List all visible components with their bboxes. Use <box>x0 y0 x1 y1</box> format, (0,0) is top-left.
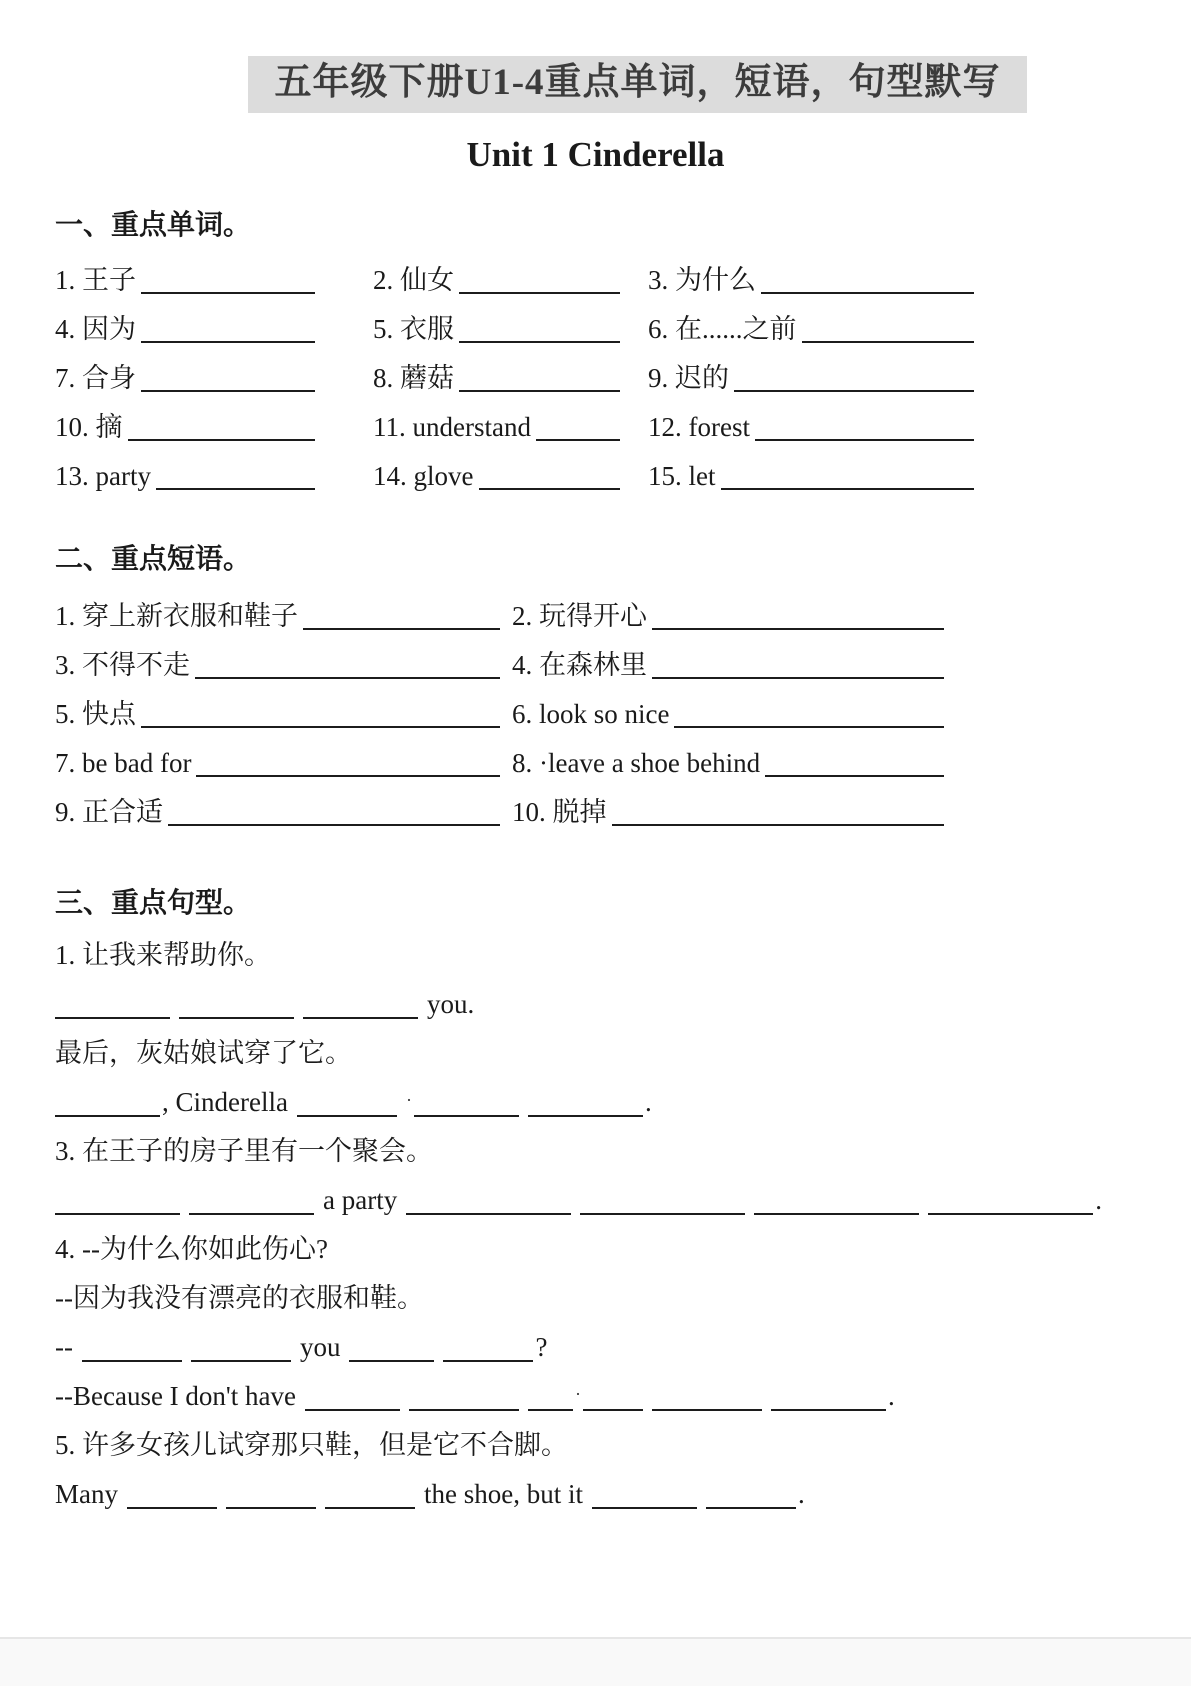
word-item <box>55 301 373 350</box>
sentence-3-answer-line <box>55 1173 1136 1222</box>
phrase-item <box>512 588 946 637</box>
answer-blank <box>141 726 500 728</box>
prompt-text: 4. --为什么你如此伤心? <box>55 1234 328 1265</box>
word-label: 5. 衣服 <box>373 313 454 344</box>
answer-blank <box>771 1409 886 1411</box>
prompt-text: 3. 在王子的房子里有一个聚会。 <box>55 1136 433 1167</box>
word-item <box>55 399 373 448</box>
stray-dot: · <box>575 1383 582 1404</box>
answer-blank <box>734 390 974 392</box>
punctuation: . <box>1095 1185 1102 1216</box>
sentence-5-answer-line <box>55 1467 1136 1516</box>
answer-blank <box>536 439 620 441</box>
unit-title: Unit 1 Cinderella <box>466 134 725 174</box>
answer-blank <box>706 1507 796 1509</box>
phrase-item <box>55 784 512 833</box>
phrase-label: 8. ·leave a shoe behind <box>512 747 761 778</box>
answer-blank <box>652 677 944 679</box>
answer-blank <box>349 1360 434 1362</box>
answer-blank <box>141 390 315 392</box>
punctuation: . <box>644 1087 652 1118</box>
answer-blank <box>303 628 500 630</box>
stray-dot: · <box>405 1089 412 1110</box>
sentences-list <box>55 928 1136 1516</box>
word-label: 6. 在......之前 <box>648 313 797 344</box>
word-label: 7. 合身 <box>55 362 136 393</box>
phrase-label: 6. look so nice <box>512 698 670 729</box>
answer-blank <box>459 292 620 294</box>
phrase-label: 9. 正合适 <box>55 796 163 827</box>
sentence-4-answer-line <box>55 1320 1136 1369</box>
answer-blank <box>459 341 620 343</box>
sentence-4-prompt-2 <box>55 1271 1136 1320</box>
phrase-label: 7. be bad for <box>55 747 192 778</box>
word-label: 4. 因为 <box>55 313 136 344</box>
phrase-label: 1. 穿上新衣服和鞋子 <box>55 600 298 631</box>
answer-blank <box>721 488 975 490</box>
answer-blank <box>479 488 621 490</box>
sentence-5-prompt <box>55 1418 1136 1467</box>
words-grid <box>55 252 1136 497</box>
phrase-item <box>55 735 512 784</box>
word-item <box>373 301 648 350</box>
word-item <box>373 448 648 497</box>
word-item <box>373 252 648 301</box>
answer-text: you. <box>427 989 475 1020</box>
answer-blank <box>414 1115 519 1117</box>
phrase-item <box>512 637 946 686</box>
section-sentences-heading: 三、重点句型。 <box>55 888 252 920</box>
answer-blank <box>191 1360 291 1362</box>
answer-blank <box>652 628 944 630</box>
sentence-1-prompt <box>55 928 1136 977</box>
phrase-label: 3. 不得不走 <box>55 649 190 680</box>
answer-blank <box>179 1017 294 1019</box>
word-item <box>648 350 976 399</box>
answer-blank <box>305 1409 400 1411</box>
answer-blank <box>82 1360 182 1362</box>
answer-blank <box>195 677 500 679</box>
word-item <box>648 252 976 301</box>
answer-blank <box>409 1409 519 1411</box>
phrase-label: 2. 玩得开心 <box>512 600 647 631</box>
phrase-item <box>55 637 512 686</box>
answer-blank <box>168 824 500 826</box>
prompt-text: 5. 许多女孩儿试穿那只鞋，但是它不合脚。 <box>55 1430 568 1461</box>
answer-blank <box>55 1213 180 1215</box>
word-label: 13. party <box>55 460 151 491</box>
sentence-4-answer-line-2 <box>55 1369 1136 1418</box>
phrase-item <box>512 784 946 833</box>
phrase-item <box>512 735 946 784</box>
answer-text: you <box>299 1332 341 1363</box>
answer-blank <box>128 439 316 441</box>
answer-blank <box>443 1360 533 1362</box>
word-label: 10. 摘 <box>55 411 123 442</box>
word-label: 2. 仙女 <box>373 264 454 295</box>
answer-blank <box>406 1213 571 1215</box>
answer-blank <box>528 1409 573 1411</box>
answer-blank <box>765 775 944 777</box>
answer-blank <box>652 1409 762 1411</box>
word-label: 1. 王子 <box>55 264 136 295</box>
answer-blank <box>55 1017 170 1019</box>
phrases-grid <box>55 588 1136 833</box>
answer-blank <box>528 1115 643 1117</box>
answer-blank <box>592 1507 697 1509</box>
answer-text: --Because I don't have <box>55 1381 297 1412</box>
prompt-text: 最后，灰姑娘试穿了它。 <box>55 1038 352 1069</box>
answer-blank <box>141 341 315 343</box>
answer-blank <box>141 292 315 294</box>
answer-blank <box>802 341 975 343</box>
answer-blank <box>583 1409 643 1411</box>
answer-blank <box>297 1115 397 1117</box>
answer-blank <box>156 488 315 490</box>
sentence-2-prompt <box>55 1026 1136 1075</box>
answer-text: Many <box>55 1479 118 1510</box>
word-label: 9. 迟的 <box>648 362 729 393</box>
answer-text: a party <box>323 1185 398 1216</box>
answer-blank <box>226 1507 316 1509</box>
punctuation: . <box>888 1381 895 1412</box>
answer-blank <box>196 775 500 777</box>
word-label: 11. understand <box>373 411 531 442</box>
punctuation: ? <box>535 1332 548 1363</box>
word-label: 14. glove <box>373 460 474 491</box>
word-item <box>648 448 976 497</box>
answer-blank <box>580 1213 745 1215</box>
phrase-label: 5. 快点 <box>55 698 136 729</box>
word-item <box>648 301 976 350</box>
sentence-1-answer-line <box>55 977 1136 1026</box>
answer-text: the shoe, but it <box>424 1479 583 1510</box>
answer-blank <box>612 824 945 826</box>
section-phrases-heading: 二、重点短语。 <box>55 544 252 576</box>
answer-text: -- <box>55 1332 73 1363</box>
answer-blank <box>755 439 974 441</box>
phrase-item <box>512 686 946 735</box>
word-item <box>55 252 373 301</box>
answer-blank <box>325 1507 415 1509</box>
prompt-text: 1. 让我来帮助你。 <box>55 940 271 971</box>
word-label: 8. 蘑菇 <box>373 362 454 393</box>
phrase-item <box>55 588 512 637</box>
word-item <box>373 399 648 448</box>
word-label: 15. let <box>648 460 716 491</box>
answer-text: , Cinderella <box>162 1087 288 1118</box>
sentence-3-prompt <box>55 1124 1136 1173</box>
phrase-item <box>55 686 512 735</box>
word-item <box>55 448 373 497</box>
answer-blank <box>459 390 620 392</box>
page-title-highlighted: 五年级下册U1-4重点单词，短语，句型默写 <box>248 56 1026 113</box>
prompt-text: --因为我没有漂亮的衣服和鞋。 <box>55 1283 424 1314</box>
answer-blank <box>754 1213 919 1215</box>
phrase-label: 10. 脱掉 <box>512 796 607 827</box>
answer-blank <box>55 1115 160 1117</box>
answer-blank <box>761 292 974 294</box>
word-label: 3. 为什么 <box>648 264 756 295</box>
answer-blank <box>303 1017 418 1019</box>
sentence-2-answer-line <box>55 1075 1136 1124</box>
section-words-heading: 一、重点单词。 <box>55 210 252 242</box>
word-item <box>648 399 976 448</box>
sentence-4-prompt <box>55 1222 1136 1271</box>
punctuation: . <box>797 1479 805 1510</box>
answer-blank <box>189 1213 314 1215</box>
answer-blank <box>928 1213 1093 1215</box>
header-row <box>55 0 1136 113</box>
word-item <box>373 350 648 399</box>
answer-blank <box>127 1507 217 1509</box>
answer-blank <box>674 726 944 728</box>
word-label: 12. forest <box>648 411 750 442</box>
page-break-divider <box>0 1637 1191 1686</box>
phrase-label: 4. 在森林里 <box>512 649 647 680</box>
word-item <box>55 350 373 399</box>
